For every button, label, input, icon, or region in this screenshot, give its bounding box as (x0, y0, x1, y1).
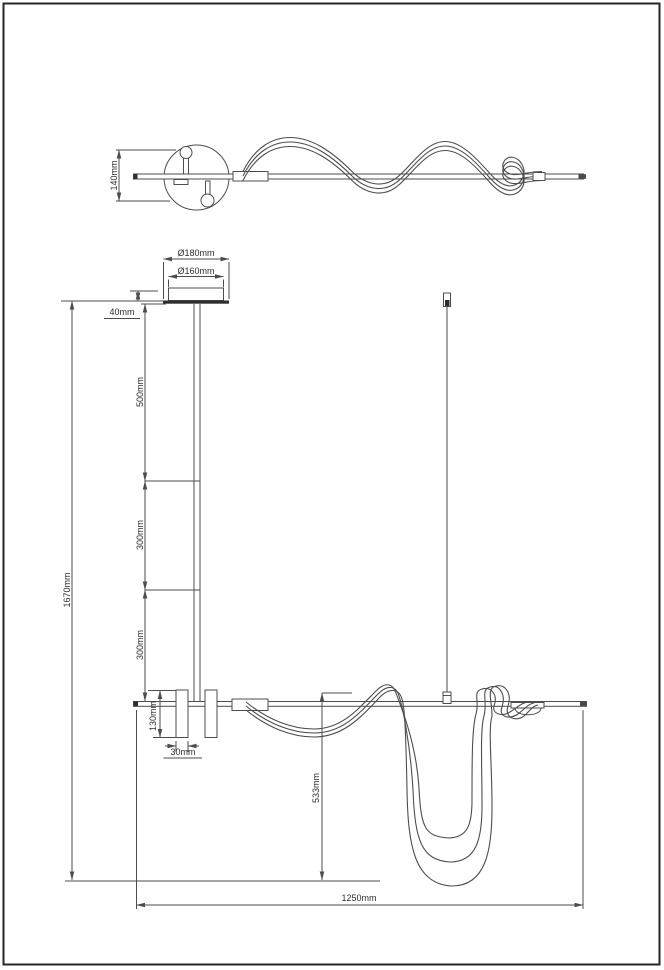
dim-tube-drop-label: 533mm (311, 772, 321, 804)
top-bar-left-cap (134, 174, 138, 179)
dim-canopy-height (104, 291, 140, 319)
top-bar-right-cap (579, 174, 587, 179)
dim-stem-sections (135, 304, 166, 701)
dim-overall-height (62, 301, 380, 881)
dim-hanger-height (148, 691, 176, 738)
tube-end-fitting-top (533, 173, 545, 181)
dim-canopy-inner (169, 266, 224, 287)
dim-bar-length (137, 710, 584, 909)
led-tubes-front (246, 685, 538, 886)
hanging-rod (145, 304, 200, 701)
dim-stem-lower-label: 300mm (135, 629, 145, 661)
dim-overall-height-label: 1670mm (62, 572, 72, 608)
tube-sleeve-top (233, 172, 268, 182)
led-tubes-top (243, 138, 545, 195)
hanger-clamp-right (205, 690, 217, 738)
dim-canopy-offset-label: 140mm (109, 160, 119, 191)
hanger-clamp-left (176, 690, 188, 738)
ceiling-canopy (163, 288, 229, 304)
dim-hanger-width (164, 741, 203, 758)
dim-canopy-inner-label: Ø160mm (177, 266, 215, 276)
suspension-wire (444, 293, 451, 692)
dim-hanger-width-label: 30mm (170, 747, 196, 757)
dim-stem-middle-label: 300mm (135, 519, 145, 551)
dim-stem-upper-label: 500mm (135, 376, 145, 408)
front-view (61, 248, 587, 909)
dim-canopy-outer-label: Ø180mm (177, 248, 215, 258)
wire-bar-fitting (443, 692, 451, 704)
dim-hanger-height-label: 130mm (148, 700, 158, 732)
dim-tube-drop (311, 693, 352, 880)
dim-canopy-height-label: 40mm (109, 307, 135, 317)
bar-left-cap (134, 702, 139, 707)
sheet-border (4, 4, 660, 965)
bar-right-cap (580, 702, 587, 706)
dim-bar-length-label: 1250mm (341, 893, 377, 903)
top-view (109, 138, 586, 211)
